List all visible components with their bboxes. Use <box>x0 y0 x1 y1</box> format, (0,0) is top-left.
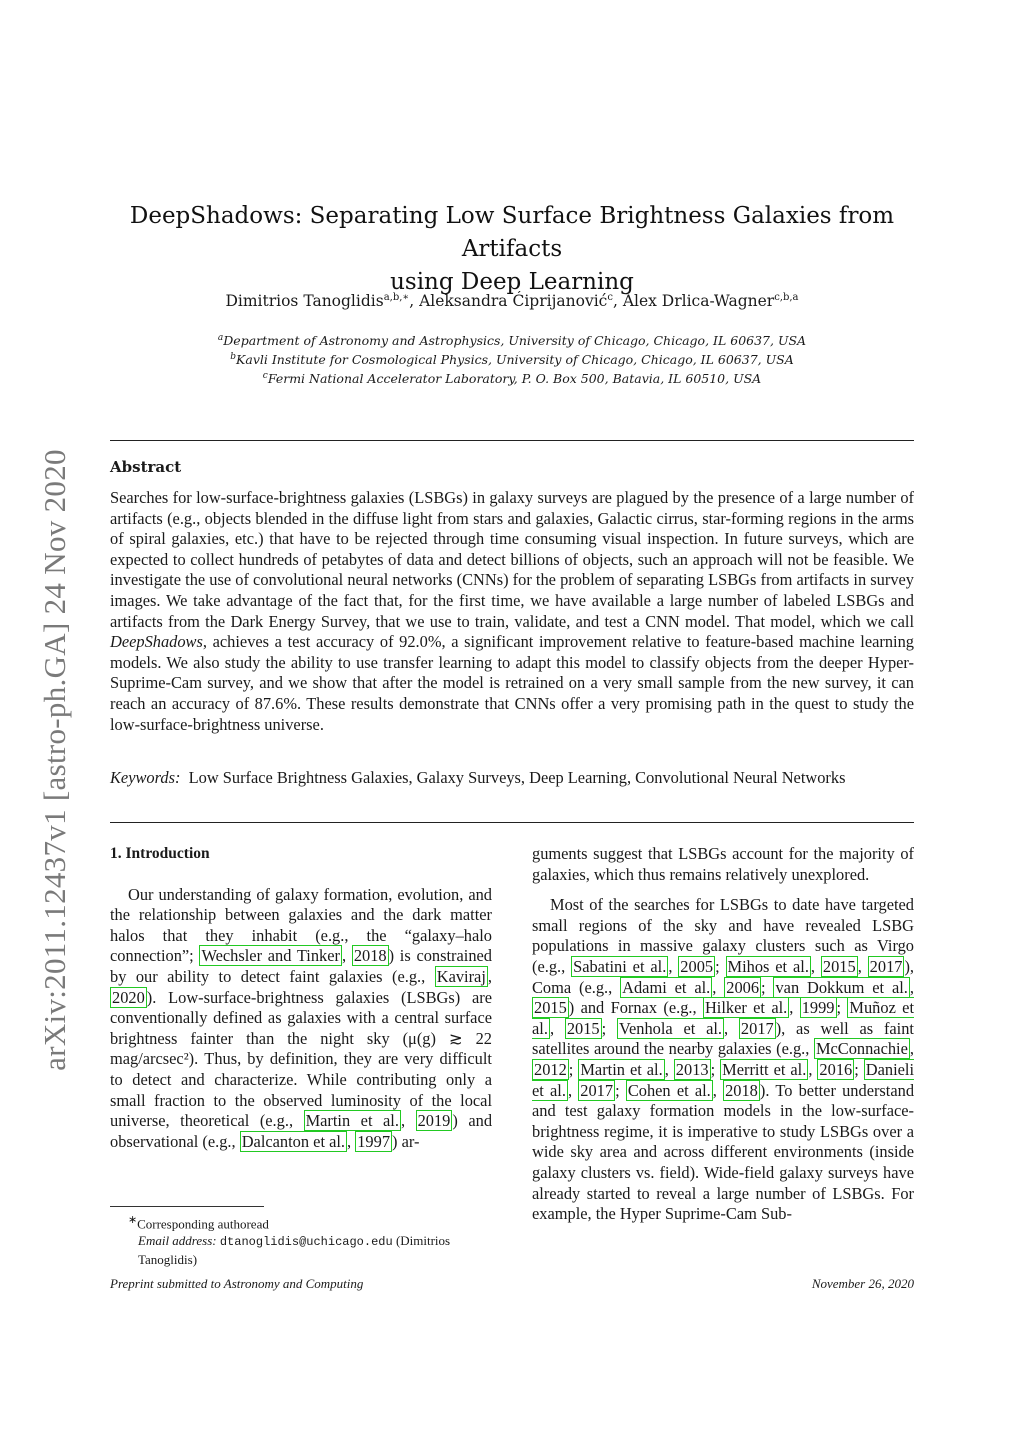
citation-link[interactable]: Muñoz et al. <box>532 998 915 1038</box>
paragraph: guments suggest that LSBGs account for the majority of galaxies, which thus remains relatively unexplored. <box>532 844 914 884</box>
author-list: Dimitrios Tanoglidis$^{a,b,∗}$, Aleksandra Ćiprijanović$^c$, Alex Drlica-Wagner$^{c,b,a}$ <box>225 292 799 311</box>
citation-link[interactable]: Kaviraj <box>436 966 486 986</box>
author-name: Aleksandra Ćiprijanović <box>419 292 608 311</box>
citation-link[interactable]: Mihos et al. <box>727 956 809 976</box>
citation-link[interactable]: Sabatini et al. <box>573 956 667 976</box>
footnote-corresponding: ∗Corresponding authoread <box>128 1214 269 1232</box>
citation-link[interactable]: 2012 <box>534 1059 567 1079</box>
page-footer <box>110 1276 914 1292</box>
footer-date: November 26, 2020 <box>811 1276 914 1291</box>
author-affil-marks: c <box>607 292 613 303</box>
author-name: Dimitrios Tanoglidis <box>225 292 384 311</box>
keywords-text: Low Surface Brightness Galaxies, Galaxy Surveys, Deep Learning, Convolutional Neural Networks <box>188 768 846 787</box>
citation-link[interactable]: 2013 <box>675 1059 709 1079</box>
citation-link[interactable]: 2005 <box>680 956 714 976</box>
footnote-rule <box>110 1206 264 1207</box>
affiliation-text: Department of Astronomy and Astrophysics, University of Chicago, Chicago, IL 60637, USA <box>223 333 807 349</box>
citation-link[interactable]: McConnachie <box>815 1039 908 1059</box>
title-line-1: DeepShadows: Separating Low Surface Brightness Galaxies from Artifacts <box>129 203 895 262</box>
citation-link[interactable]: 2019 <box>417 1111 451 1131</box>
citation-link[interactable]: 2017 <box>580 1080 614 1100</box>
citation-link[interactable]: Hilker et al. <box>704 998 788 1018</box>
citation-link[interactable]: 1999 <box>801 998 835 1018</box>
email-address[interactable]: dtanoglidis@uchicago.edu <box>219 1235 393 1250</box>
author-affil-marks: c,b,a <box>774 292 799 303</box>
citation-link[interactable]: Wechsler and Tinker <box>201 946 340 966</box>
abstract-part: , achieves a test accuracy of 92.0%, a significant improvement relative to feature-based machine learning models. We also study the ability to use transfer learning to adapt this model to classify objects from the deeper Hyper-Suprime-Cam survey, and we show that after the model is retrained on a very small sample from the new survey, it can reach an accuracy of 87.6%. These results demonstrate that CNNs offer a very promising path in the quest to study the low-surface-brightness universe. <box>110 632 914 734</box>
affiliation <box>110 330 914 349</box>
abstract-top-rule <box>110 440 914 441</box>
citation-link[interactable]: 2015 <box>534 998 567 1018</box>
footnote-email: Email address: dtanoglidis@uchicago.edu (Dimitrios Tanoglidis) <box>138 1233 451 1268</box>
citation-link[interactable]: 2015 <box>566 1018 600 1038</box>
section-heading: 1. Introduction <box>110 845 210 862</box>
arxiv-identifier[interactable]: arXiv:2011.12437v1 [astro-ph.GA] 24 Nov 2020 <box>37 449 72 1071</box>
citation-link[interactable]: 1997 <box>357 1131 391 1151</box>
affiliation-mark: b <box>230 352 237 363</box>
model-name: DeepShadows <box>110 632 203 652</box>
affiliation-mark: c <box>262 371 268 382</box>
paragraph: Most of the searches for LSBGs to date have targeted small regions of the sky and have revealed LSBG populations in massive galaxy clusters such as Virgo (e.g., Sabatini et al. , 2005 ; Mihos et al. , 2015 , 2017 ), Coma (e.g., Adami et al. , 2006 ; van Dokkum et al. , 2015 ) and Fornax (e.g., Hilker et al. , 1999 ; Muñoz et al. , 2015 ; Venhola et al. , 2017 ), as well as faint satellites around the nearby galaxies (e.g., McConnachie , 2012 ; Martin et al. , 2013 ; Merritt et al. , 2016 ; Danieli et al. , 2017 ; Cohen et al. , 2018 ). To better understand and test galaxy formation models in the low-surface-brightness regime, it is imperative to study LSBGs over a wide sky area and across different environments (inside galaxy clusters vs. field). Wide-field galaxy surveys have already started to reveal a large number of LSBGs. For example, the Hyper Suprime-Cam Sub- <box>532 895 915 1224</box>
intro-paragraph: Our understanding of galaxy formation, evolution, and the relationship between galaxies and the dark matter halos that they inhabit (e.g., the “galaxy–halo connection”; Wechsler and Tinker , 2018 ) is constrained by our ability to detect faint galaxies (e.g., Kaviraj , 2020 ). Low-surface-brightness galaxies (LSBGs) are conventionally defined as galaxies with a central surface brightness fainter than the night sky (μ(g) ≳ 22 mag/arcsec²). Thus, by definition, they are very difficult to detect and characterize. While contributing only a small fraction to the observed luminosity of the local universe, theoretical (e.g., Martin et al. , 2019 ) and observational (e.g., Dalcanton et al. , 1997 ) ar- <box>110 884 493 1151</box>
citation-link[interactable]: 2017 <box>740 1018 774 1038</box>
affiliation-text: Kavli Institute for Cosmological Physics, University of Chicago, Chicago, IL 60637, USA <box>236 352 794 368</box>
citation-link[interactable]: Adami et al. <box>622 977 711 997</box>
citation-link[interactable]: 2006 <box>726 977 760 997</box>
citation-link[interactable]: 2015 <box>822 956 856 976</box>
citation-link[interactable]: Dalcanton et al. <box>241 1131 346 1151</box>
left-column <box>110 844 492 1152</box>
footnote <box>110 1212 492 1268</box>
citation-link[interactable]: Martin et al. <box>305 1111 399 1131</box>
citation-link[interactable]: Cohen et al. <box>627 1080 711 1100</box>
affiliation-list <box>110 330 914 387</box>
author-name: Alex Drlica-Wagner <box>622 292 775 311</box>
citation-link[interactable]: 2017 <box>869 956 903 976</box>
citation-link[interactable]: 2016 <box>819 1059 853 1079</box>
abstract-text <box>110 488 914 735</box>
abstract-bottom-rule <box>110 822 914 823</box>
affiliation-text: Fermi National Accelerator Laboratory, P. O. Box 500, Batavia, IL 60510, USA <box>267 371 762 387</box>
keywords <box>110 768 914 789</box>
abstract-part: Searches for low-surface-brightness galaxies (LSBGs) in galaxy surveys are plagued by the presence of a large number of artifacts (e.g., objects blended in the diffuse light from stars and galaxies, Galactic cirrus, star-forming regions in the arms of spiral galaxies, etc.) that have to be rejected through time consuming visual inspection. In future surveys, which are expected to collect hundreds of petabytes of data and detect billions of objects, such an approach will not be feasible. We investigate the use of convolutional neural networks (CNNs) for the problem of separating LSBGs from artifacts in survey images. We take advantage of the fact that, for the first time, we have available a large number of labeled LSBGs and artifacts from the Dark Energy Survey, that we use to train, validate, and test a CNN model. That model, which we call <box>110 488 914 631</box>
citation-link[interactable]: 2020 <box>112 987 145 1007</box>
affiliation <box>110 368 914 387</box>
author-affil-marks: a,b,∗ <box>383 292 410 303</box>
citation-link[interactable]: 2018 <box>353 946 387 966</box>
citation-link[interactable]: Martin et al. <box>580 1059 663 1079</box>
paper-title <box>110 200 914 299</box>
citation-link[interactable]: Venhola et al. <box>618 1018 723 1038</box>
citation-link[interactable]: Danieli et al. <box>532 1059 915 1100</box>
citation-link[interactable]: 2018 <box>725 1080 758 1100</box>
citation-link[interactable]: Merritt et al. <box>722 1059 807 1079</box>
affiliation-mark: a <box>217 333 224 343</box>
footer-journal: Preprint submitted to Astronomy and Computing <box>110 1276 364 1291</box>
abstract-heading: Abstract <box>110 458 182 476</box>
title-line-2: using Deep Learning <box>390 269 634 295</box>
keywords-label: Keywords: <box>110 768 181 787</box>
citation-link[interactable]: van Dokkum et al. <box>775 977 908 997</box>
affiliation <box>110 349 914 368</box>
right-column <box>532 844 914 1225</box>
